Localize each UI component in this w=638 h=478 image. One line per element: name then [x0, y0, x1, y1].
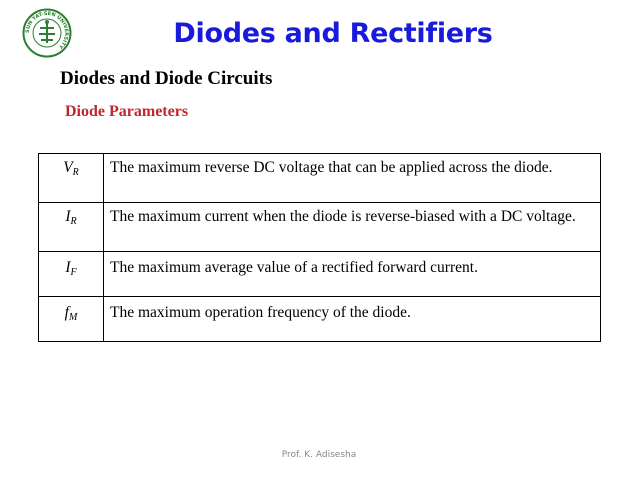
parameter-description: The maximum average value of a rectified forward current. [104, 252, 601, 297]
slide-title: Diodes and Rectifiers [173, 18, 493, 49]
table-row [39, 252, 601, 297]
section-subheading: Diode Parameters [65, 103, 189, 120]
section-heading: Diodes and Diode Circuits [60, 68, 273, 89]
logo-ring-text: SUN YAT-SEN UNIVERSITY [24, 10, 70, 50]
parameter-description: The maximum operation frequency of the diode. [104, 297, 601, 342]
university-logo [22, 8, 72, 58]
parameter-symbol: $V_R$ [39, 154, 104, 203]
parameter-symbol: $I_R$ [39, 203, 104, 252]
table-row [39, 154, 601, 203]
parameter-symbol: $f_M$ [39, 297, 104, 342]
table-row [39, 297, 601, 342]
parameter-description: The maximum current when the diode is reverse-biased with a DC voltage. [104, 203, 601, 252]
parameter-symbol: $I_F$ [39, 252, 104, 297]
parameter-description: The maximum reverse DC voltage that can be applied across the diode. [104, 154, 601, 203]
diode-parameters-table [38, 153, 601, 342]
slide-footer: Prof. K. Adisesha [281, 450, 357, 460]
table-row [39, 203, 601, 252]
